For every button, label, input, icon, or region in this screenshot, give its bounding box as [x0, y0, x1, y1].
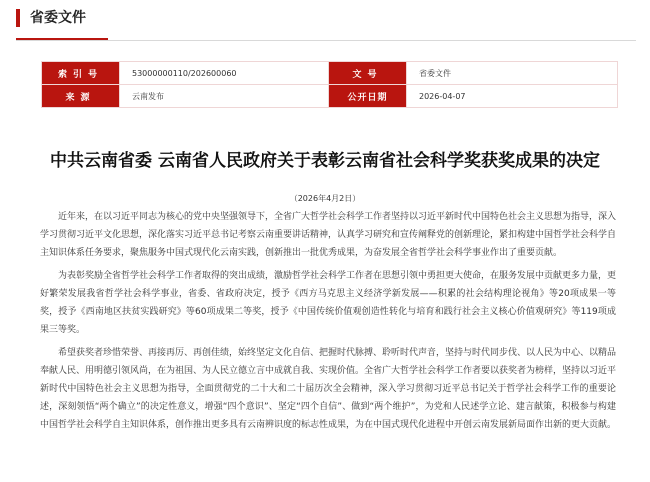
publish-date-value: 2026-04-07 — [407, 85, 618, 108]
section-title: 省委文件 — [30, 10, 86, 26]
source-value: 云南发布 — [120, 85, 329, 108]
meta-row — [42, 85, 618, 108]
document-body — [40, 208, 616, 439]
section-header — [16, 0, 636, 41]
document-date: （2026年4月2日） — [289, 194, 361, 203]
doc-no-value: 省委文件 — [407, 62, 618, 85]
index-value: 53000000110/202600060 — [120, 62, 329, 85]
publish-date-label: 公开日期 — [329, 85, 407, 108]
index-label: 索引号 — [42, 62, 120, 85]
section-accent-bar — [16, 9, 20, 27]
source-label: 来源 — [42, 85, 120, 108]
document-title: 中共云南省委 云南省人民政府关于表彰云南省社会科学奖获奖成果的决定 — [50, 151, 600, 171]
doc-no-label: 文号 — [329, 62, 407, 85]
body-paragraph: 近年来，在以习近平同志为核心的党中央坚强领导下，全省广大哲学社会科学工作者坚持以习近平新时代中国特色社会主义思想为指导，深入学习贯彻习近平文化思想，深化落实习近平总书记考察云南重要讲话精神，认真学习研究和宣传阐释党的创新理论，紧扣构建中国哲学社会科学自主知识体系任务要求，聚焦服务中国式现代化云南实践，创新推出一批优秀成果，为奋发展全省哲学社会科学事业作出了重要贡献。 — [40, 212, 617, 258]
meta-row — [42, 62, 618, 85]
body-paragraph: 为表彰奖励全省哲学社会科学工作者取得的突出成绩，激励哲学社会科学工作者在思想引领中勇担更大使命，在服务发展中贡献更多力量，更好繁荣发展我省哲学社会科学事业，省委、省政府决定，授予《西方马克思主义经济学新发展——积累的社会结构理论视角》等20项成果一等奖，授予《西南地区扶贫实践研究》等60项成果二等奖，授予《中国传统价值观创造性转化与培育和践行社会主义核心价值观研究》等119项成果三等奖。 — [40, 271, 617, 335]
body-paragraph: 希望获奖者珍惜荣誉、再接再厉、再创佳绩，始终坚定文化自信、把握时代脉搏、聆听时代声音，坚持与时代同步伐、以人民为中心、以精品奉献人民、用明德引领风尚，在为祖国、为人民立德立言中成就自我、实现价值。全省广大哲学社会科学工作者要以获奖者为榜样，坚持以习近平新时代中国特色社会主义思想为指导，全面贯彻党的二十大和二十届历次全会精神，深入学习贯彻习近平总书记关于哲学社会科学工作的重要论述，深刻领悟“两个确立”的决定性意义，增强“四个意识”、坚定“四个自信”、做到“两个维护”，为党和人民述学立论、建言献策，积极参与构建中国哲学社会科学自主知识体系，创作推出更多具有云南辨识度的标志性成果，为在中国式现代化进程中开创云南发展新局面作出新的更大贡献。 — [40, 348, 617, 430]
section-title-underline — [16, 38, 108, 40]
document-meta-table — [41, 61, 618, 108]
